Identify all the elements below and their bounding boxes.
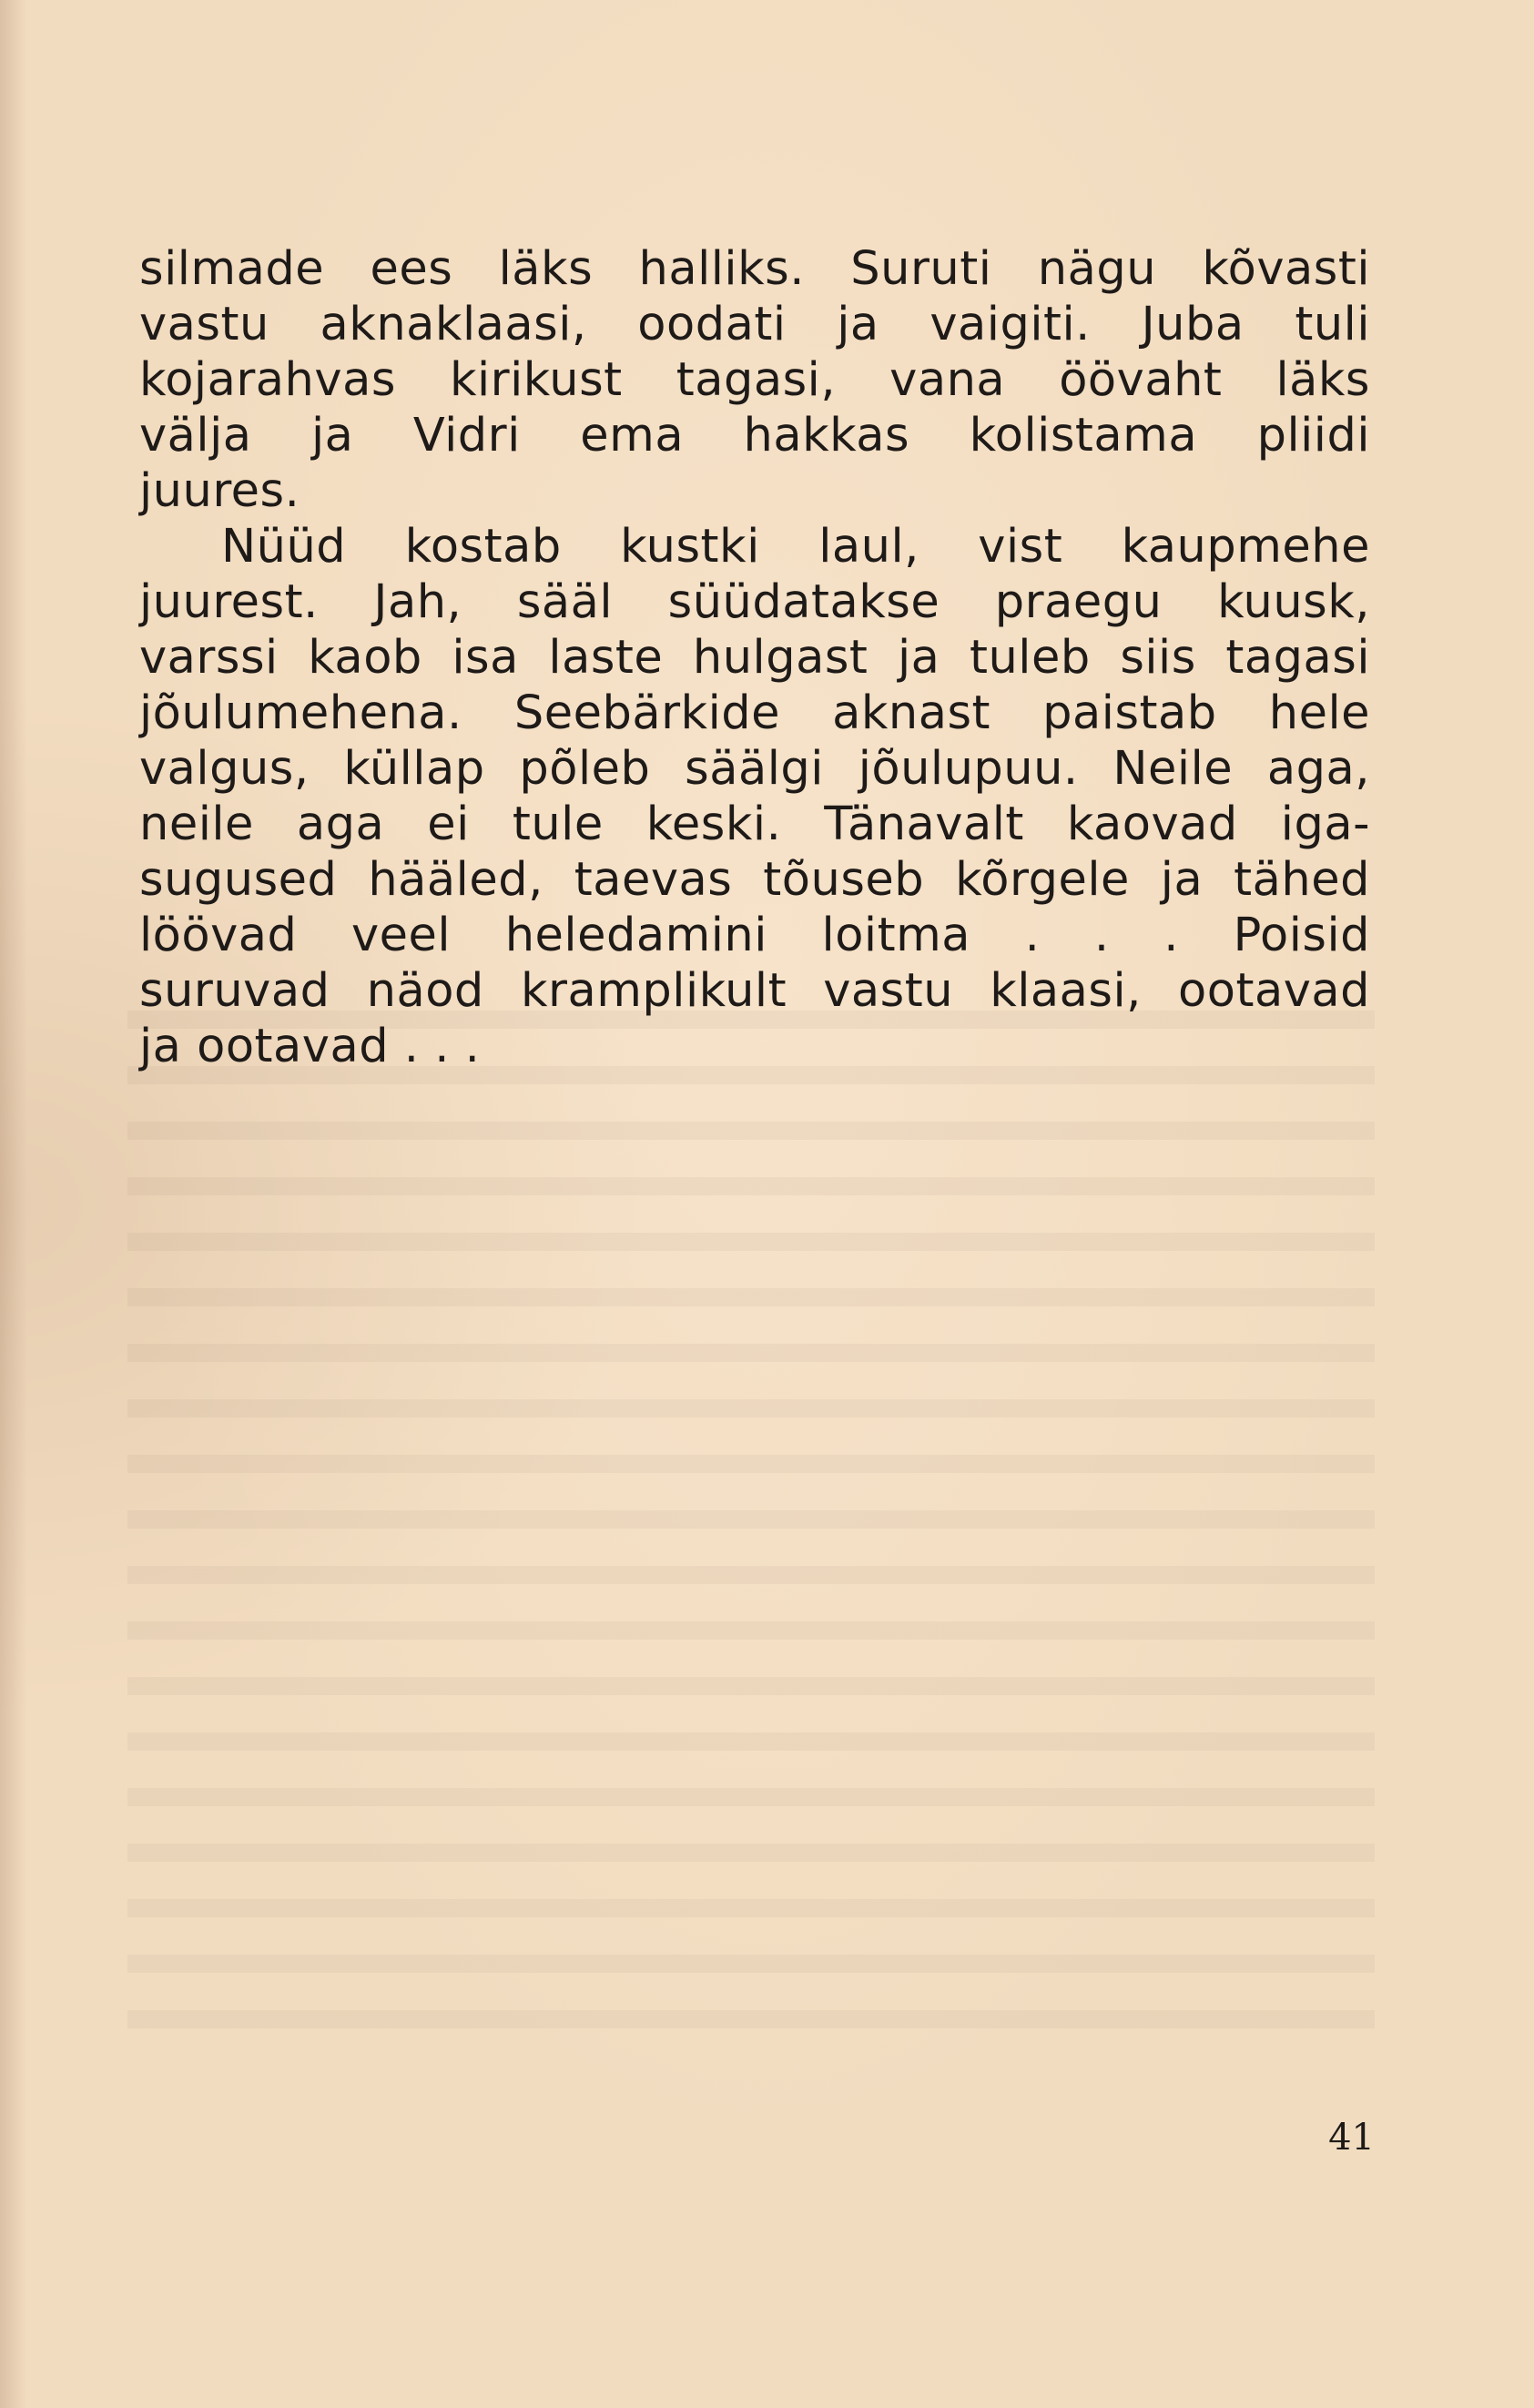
text-line: jõulumehena. Seebärkide aknast paistab hele (139, 686, 1370, 740)
text-line: löövad veel heledamini loitma . . . Poisid (139, 909, 1370, 962)
text-line: valgus, küllap põleb säälgi jõulupuu. Neile aga, (139, 742, 1370, 796)
body-text (139, 241, 1370, 1074)
text-line: välja ja Vidri ema hakkas kolistama pliidi (139, 409, 1370, 462)
text-line: varssi kaob isa laste hulgast ja tuleb siis tagasi (139, 631, 1370, 685)
text-line: juures. (139, 464, 300, 518)
text-line: sugused hääled, taevas tõuseb kõrgele ja tähed (139, 853, 1370, 907)
text-line: Nüüd kostab kustki laul, vist kaupmehe (221, 520, 1370, 574)
show-through-text (127, 1011, 1375, 2030)
page-number: 41 (1328, 2117, 1375, 2159)
text-line: suruvad näod kramplikult vastu klaasi, ootavad (139, 964, 1370, 1018)
text-line: silmade ees läks halliks. Suruti nägu kõvasti (139, 242, 1370, 296)
text-line: ja ootavad . . . (139, 1020, 481, 1073)
text-line: juurest. Jah, sääl süüdatakse praegu kuusk, (139, 575, 1370, 629)
text-line: neile aga ei tule keski. Tänavalt kaovad iga- (139, 798, 1370, 851)
text-line: kojarahvas kirikust tagasi, vana öövaht läks (139, 353, 1370, 407)
page-edge-shadow (0, 0, 27, 2408)
text-line: vastu aknaklaasi, oodati ja vaigiti. Juba tuli (139, 298, 1370, 351)
